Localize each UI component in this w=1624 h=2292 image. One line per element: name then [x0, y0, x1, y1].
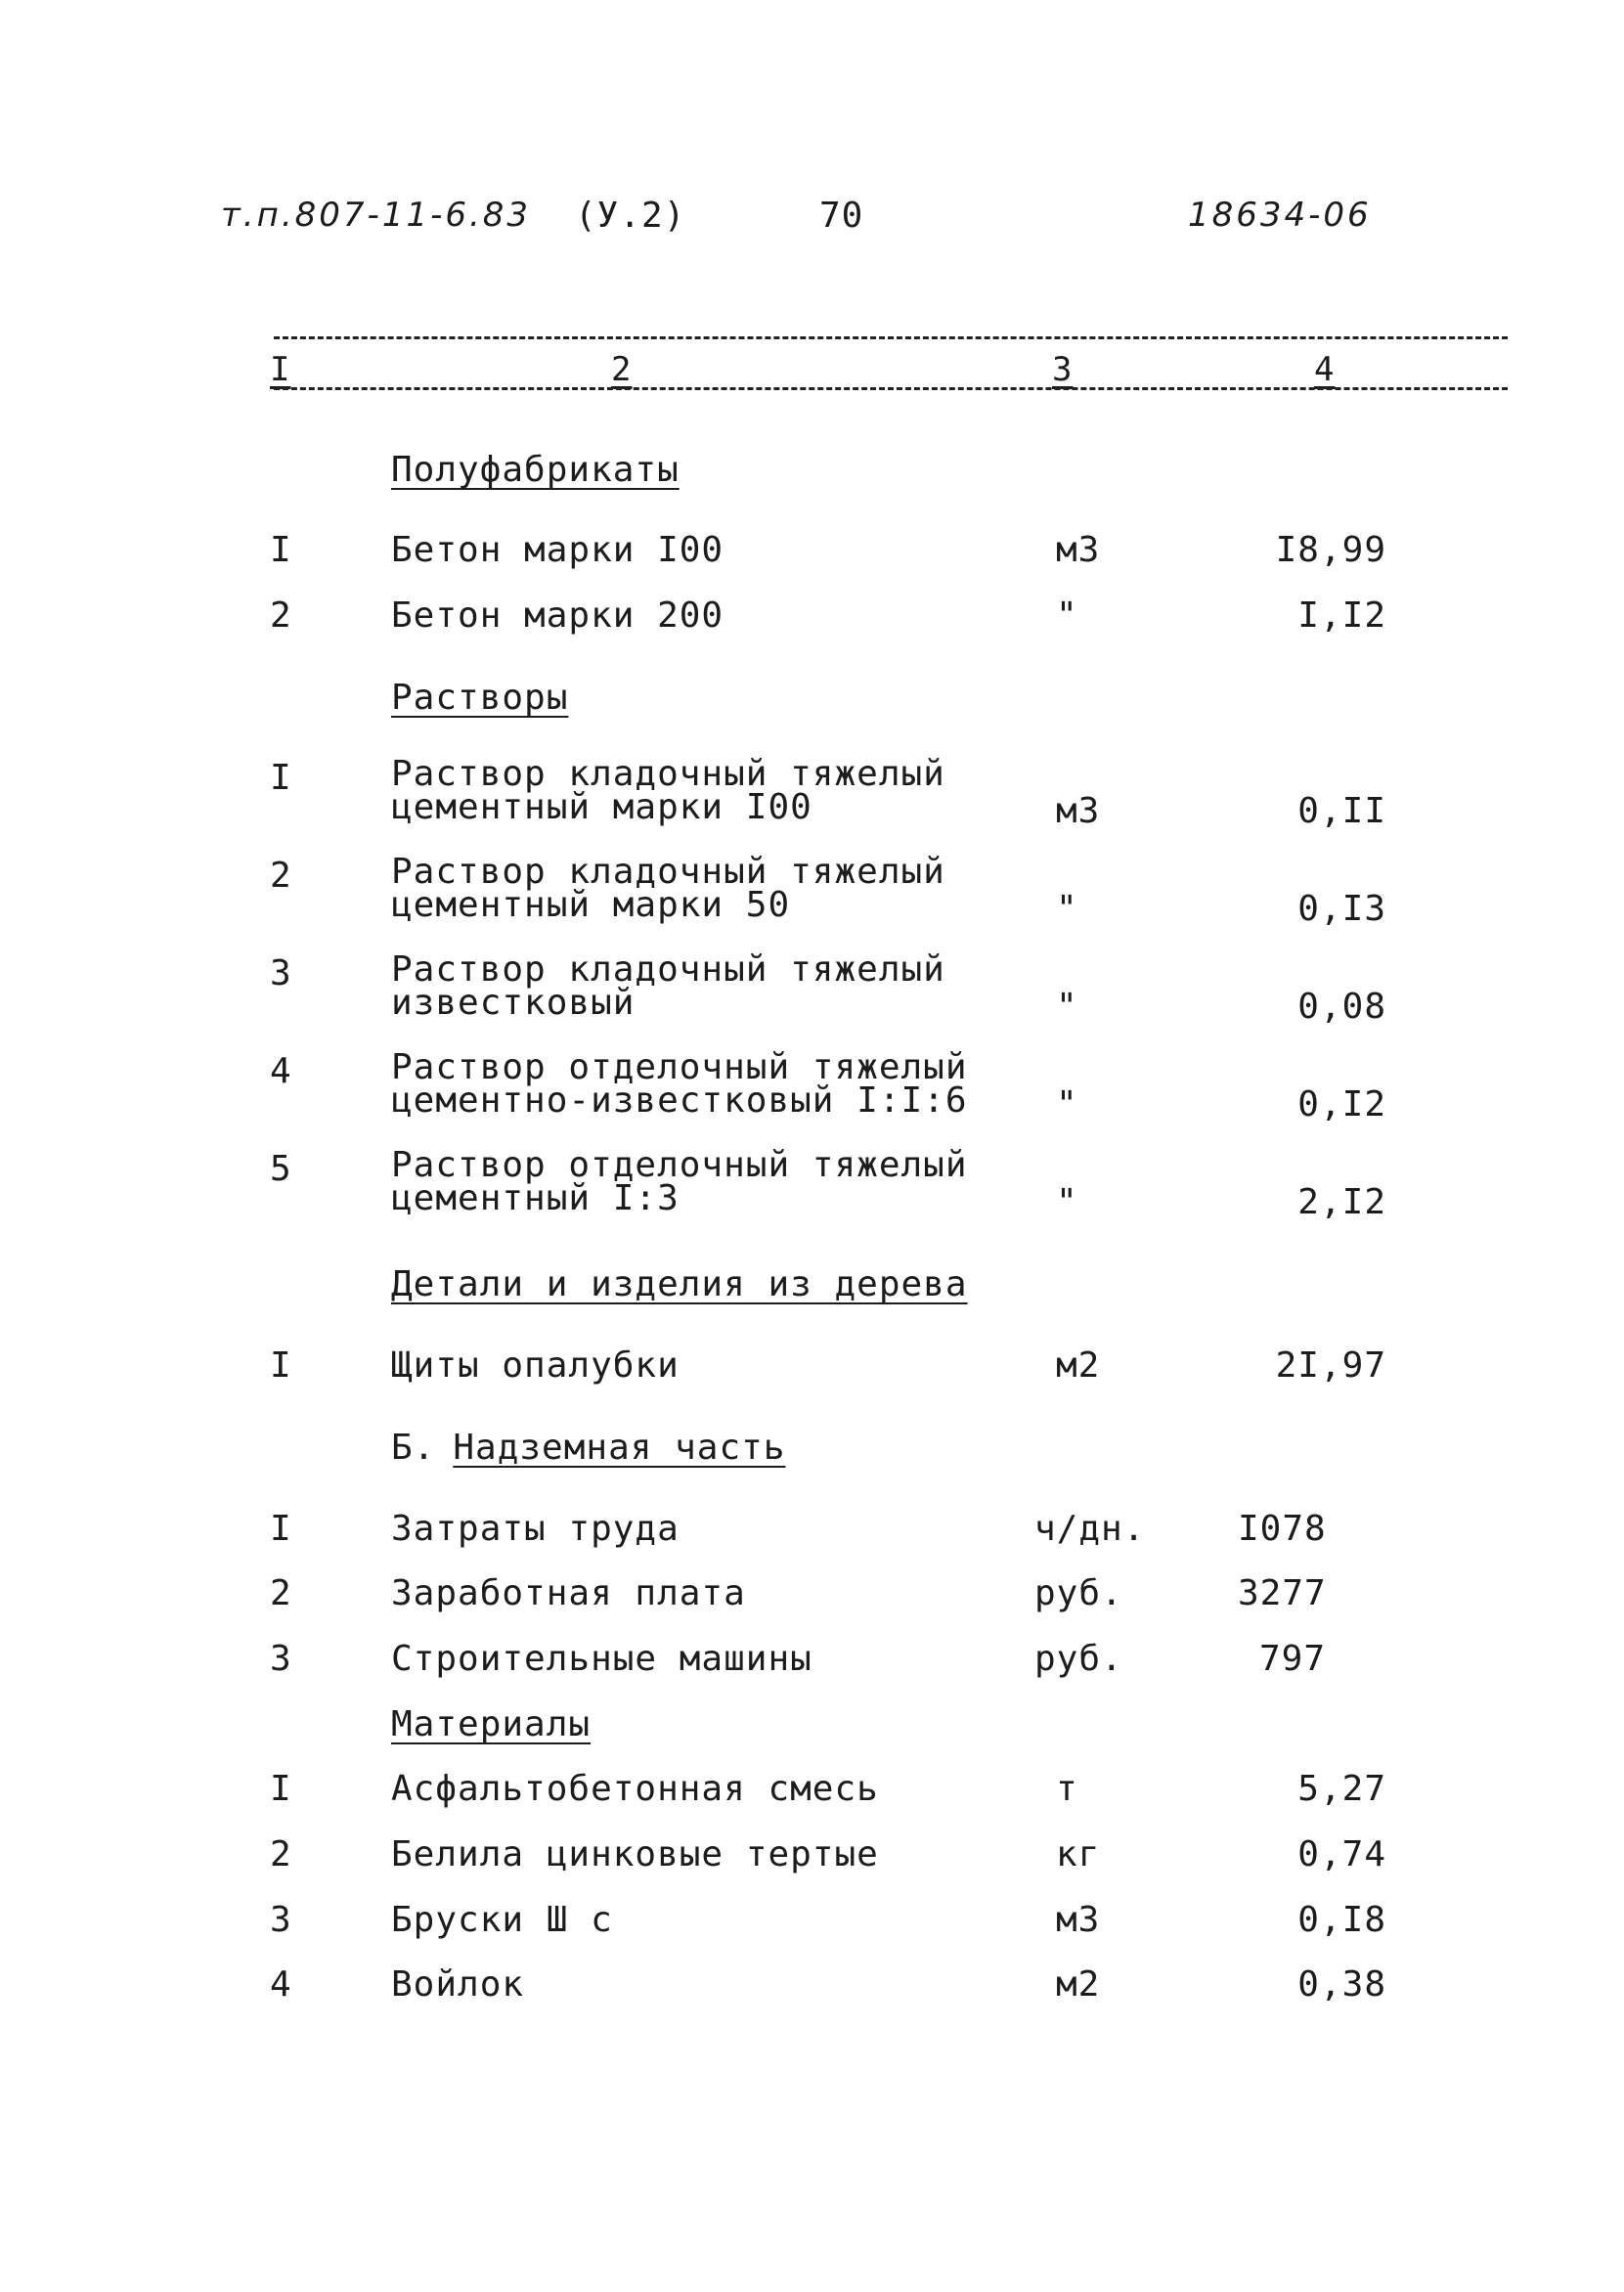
- row-value: 0,74: [1297, 1834, 1386, 1874]
- row-name: Раствор кладочный тяжелый цементный марки I00: [391, 754, 945, 827]
- row-unit: руб.: [1034, 1573, 1123, 1613]
- project-code: т.п.807-11-6.83: [221, 196, 532, 235]
- row-number: 4: [270, 1964, 292, 2005]
- section-prefix: Б.: [391, 1428, 436, 1468]
- section-heading-wood-parts: Детали и изделия из дерева: [391, 1264, 968, 1304]
- row-number: I: [270, 530, 292, 570]
- row-name: Асфальтобетонная смесь: [391, 1769, 879, 1809]
- row-number: I: [270, 758, 292, 798]
- row-unit: м3: [1056, 791, 1101, 831]
- row-number: 3: [270, 953, 292, 993]
- section-title: Надземная часть: [453, 1428, 786, 1468]
- column-header-bottom-rule: [274, 387, 1508, 390]
- row-number: 4: [270, 1051, 292, 1091]
- row-unit: т: [1056, 1769, 1078, 1809]
- section-heading-mortars: Растворы: [391, 678, 569, 718]
- column-number-1: I: [270, 350, 291, 389]
- column-header-top-rule: [274, 336, 1508, 339]
- row-name: Войлок: [391, 1964, 525, 2005]
- row-number: I: [270, 1345, 292, 1386]
- row-number: 3: [270, 1900, 292, 1940]
- row-value: 0,08: [1297, 987, 1386, 1027]
- row-number: 2: [270, 595, 292, 636]
- row-unit: ": [1056, 889, 1078, 929]
- row-unit: ": [1056, 987, 1078, 1027]
- row-value: 0,38: [1297, 1964, 1386, 2005]
- row-unit: м3: [1056, 530, 1101, 570]
- row-unit: ": [1056, 1084, 1078, 1124]
- document-number: 18634-06: [1188, 196, 1372, 235]
- section-heading-semi-products: Полуфабрикаты: [391, 450, 680, 490]
- row-name: Раствор отделочный тяжелый цементно-известковый I:I:6: [391, 1047, 968, 1121]
- column-number-3: 3: [1052, 350, 1074, 389]
- row-number: 2: [270, 1834, 292, 1874]
- row-unit: кг: [1056, 1834, 1101, 1874]
- row-number: 2: [270, 1573, 292, 1613]
- row-value: 2,I2: [1297, 1182, 1386, 1222]
- page-number: 70: [819, 196, 864, 236]
- row-value: I,I2: [1297, 595, 1386, 636]
- row-number: 2: [270, 856, 292, 896]
- row-value: I8,99: [1275, 530, 1386, 570]
- row-name: Раствор отделочный тяжелый цементный I:3: [391, 1145, 968, 1218]
- part-label: (У.2): [575, 196, 686, 236]
- row-number: I: [270, 1769, 292, 1809]
- row-unit: ч/дн.: [1034, 1509, 1146, 1549]
- row-unit: м2: [1056, 1345, 1101, 1386]
- row-name: Белила цинковые тертые: [391, 1834, 879, 1874]
- section-heading-materials: Материалы: [391, 1704, 592, 1744]
- column-number-4: 4: [1314, 350, 1336, 389]
- row-name: Бетон марки I00: [391, 530, 724, 570]
- row-name: Раствор кладочный тяжелый известковый: [391, 949, 945, 1023]
- row-value: 5,27: [1297, 1769, 1386, 1809]
- row-number: 5: [270, 1149, 292, 1189]
- row-value: 3277: [1238, 1573, 1327, 1613]
- row-name: Затраты труда: [391, 1509, 680, 1549]
- row-value: 0,I3: [1297, 889, 1386, 929]
- row-unit: руб.: [1034, 1639, 1123, 1679]
- row-value: 0,I8: [1297, 1900, 1386, 1940]
- row-name: Щиты опалубки: [391, 1345, 680, 1386]
- row-value: 0,II: [1297, 791, 1386, 831]
- row-number: I: [270, 1509, 292, 1549]
- row-value: 797: [1259, 1639, 1327, 1679]
- row-unit: ": [1056, 595, 1078, 636]
- column-number-2: 2: [611, 350, 633, 389]
- row-name: Бетон марки 200: [391, 595, 724, 636]
- row-unit: м3: [1056, 1900, 1101, 1940]
- row-value: I078: [1238, 1509, 1327, 1549]
- row-name: Бруски Ш с: [391, 1900, 613, 1940]
- row-name: Заработная плата: [391, 1573, 746, 1613]
- section-heading-above-ground: [391, 1428, 785, 1468]
- row-name: Раствор кладочный тяжелый цементный марки 50: [391, 852, 945, 925]
- row-number: 3: [270, 1639, 292, 1679]
- row-value: 0,I2: [1297, 1084, 1386, 1124]
- row-value: 2I,97: [1275, 1345, 1386, 1386]
- row-unit: ": [1056, 1182, 1078, 1222]
- row-name: Строительные машины: [391, 1639, 812, 1679]
- row-unit: м2: [1056, 1964, 1101, 2005]
